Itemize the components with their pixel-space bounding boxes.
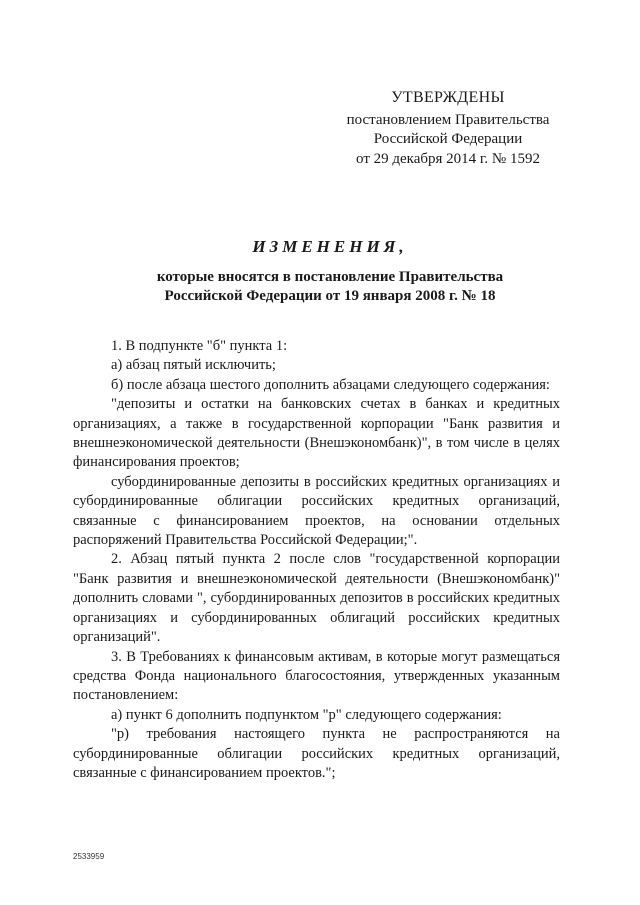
paragraph: а) абзац пятый исключить; — [111, 357, 276, 374]
paragraph: 3. В Требованиях к финансовым активам, в которые могут размещаться средства Фонда национального благосостояния, утвержденных указанным постановлением: — [73, 648, 560, 704]
paragraph: "р) требования настоящего пункта не распространяются на субординированные облигации российских кредитных организаций, связанные с финансированием проектов."; — [73, 726, 560, 781]
document-subtitle-line-2: Российской Федерации от 19 января 2008 г. № 18 — [164, 288, 496, 304]
approval-line-3: от 29 декабря 2014 г. № 1592 — [356, 150, 540, 167]
document-subtitle-line-1: которые вносятся в постановление Правительства — [156, 269, 504, 285]
paragraph: "депозиты и остатки на банковских счетах в банках и кредитных организациях, а также в государственной корпорации "Банк развития и внешнеэкономической деятельности (Внешэкономбанк)", в том числе в целях финансирования проектов; — [73, 396, 560, 471]
paragraph: субординированные депозиты в российских кредитных организациях и субординированные облигации российских кредитных организаций, связанные с финансированием проектов, на основании отдельных распоряжений Правительства Российской Федерации;". — [73, 473, 560, 549]
paragraph: б) после абзаца шестого дополнить абзацами следующего содержания: — [111, 376, 550, 393]
paragraph: а) пункт 6 дополнить подпунктом "р" следующего содержания: — [111, 706, 502, 723]
document-body — [73, 337, 560, 783]
paragraph: 2. Абзац пятый пункта 2 после слов "государственной корпорации "Банк развития и внешнеэкономической деятельности (Внешэкономбанк)" дополнить словами ", субординированных депозитов в российских кредитных организациях и субординированных облигаций российских кредитных организаций". — [73, 551, 560, 646]
document-heading — [60, 237, 600, 306]
approval-line-2: Российской Федерации — [373, 131, 523, 147]
paragraph: 1. В подпункте "б" пункта 1: — [111, 338, 288, 354]
approval-stamp-block — [330, 88, 566, 169]
approval-line-1: постановлением Правительства — [346, 111, 550, 128]
approved-label: УТВЕРЖДЕНЫ — [391, 89, 505, 106]
document-number: 2533959 — [73, 852, 105, 861]
document-title: ИЗМЕНЕНИЯ, — [252, 237, 408, 256]
